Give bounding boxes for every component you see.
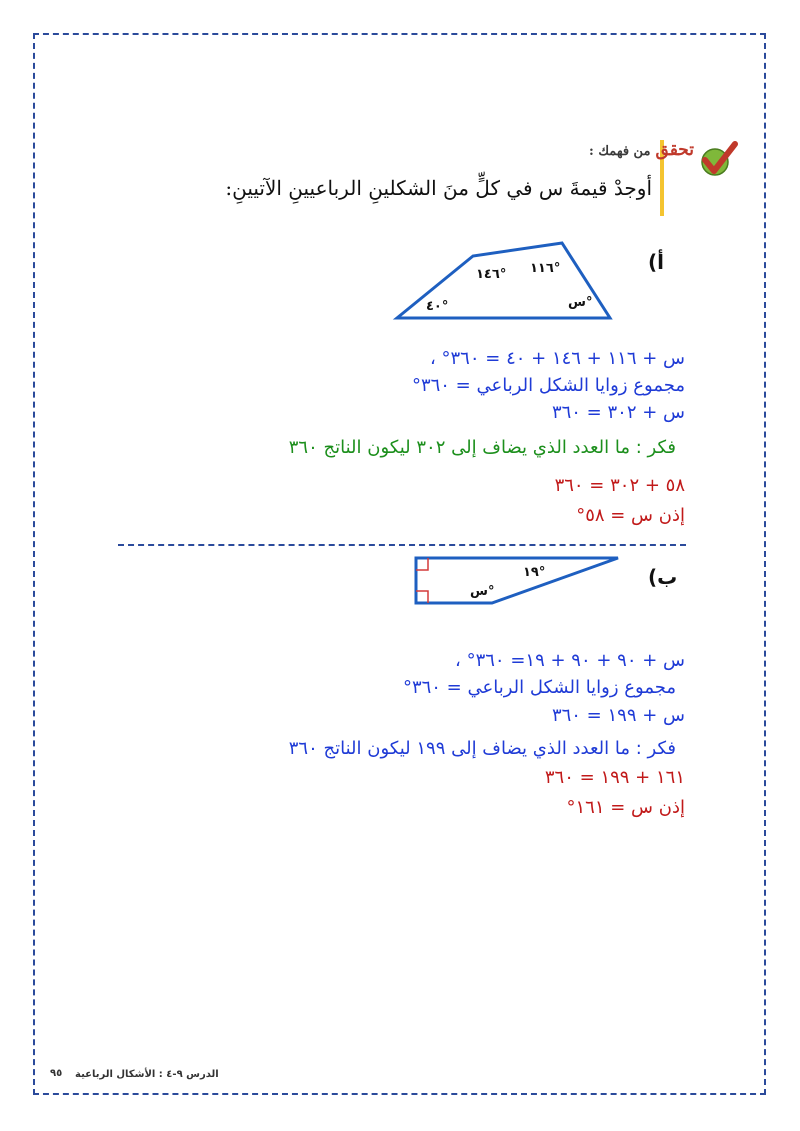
angle-label-top-right: ١١٦° bbox=[530, 261, 561, 276]
part-a-line-2: مجموع زوايا الشكل الرباعي = ٣٦٠° bbox=[411, 375, 685, 396]
part-a-line-1: س + ١١٦ + ١٤٦ + ٤٠ = ٣٦٠° ، bbox=[429, 348, 685, 369]
part-b-label: ب) bbox=[648, 565, 678, 589]
angle-label-bottom-right: س° bbox=[568, 295, 593, 310]
heading-subtitle: من فهمك : bbox=[589, 144, 651, 159]
page-number: ٩٥ bbox=[50, 1068, 63, 1079]
checkmark-icon bbox=[697, 140, 739, 180]
part-b-think-line: فكر : ما العدد الذي يضاف إلى ١٩٩ ليكون الناتج ٣٦٠ bbox=[288, 738, 676, 759]
part-b-line-2: مجموع زوايا الشكل الرباعي = ٣٦٠° bbox=[402, 677, 676, 698]
angle-label-top-left: ١٤٦° bbox=[476, 267, 507, 282]
section-heading bbox=[589, 140, 694, 160]
part-a-think-line: فكر : ما العدد الذي يضاف إلى ٣٠٢ ليكون الناتج ٣٦٠ bbox=[288, 437, 676, 458]
angle-label-b-top: ١٩° bbox=[523, 565, 546, 580]
angle-label-bottom-left: ٤٠° bbox=[426, 299, 449, 314]
quadrilateral-b bbox=[410, 553, 625, 608]
part-a-answer: إذن س = ٥٨° bbox=[576, 505, 685, 526]
part-b-line-3: س + ١٩٩ = ٣٦٠ bbox=[551, 705, 685, 726]
part-a-check-line: ٥٨ + ٣٠٢ = ٣٦٠ bbox=[554, 475, 685, 496]
heading-title: تحقق bbox=[655, 140, 694, 160]
part-b-check-line: ١٦١ + ١٩٩ = ٣٦٠ bbox=[544, 767, 685, 788]
part-a-line-3: س + ٣٠٢ = ٣٦٠ bbox=[551, 402, 685, 423]
part-b-answer: إذن س = ١٦١° bbox=[566, 797, 685, 818]
right-angle-mark-bottom bbox=[416, 591, 428, 603]
section-divider bbox=[118, 544, 686, 546]
part-b-line-1: س + ٩٠ + ٩٠ + ١٩= ٣٦٠° ، bbox=[455, 650, 685, 671]
angle-label-b-bottom: س° bbox=[470, 584, 495, 599]
right-angle-mark-top bbox=[416, 558, 428, 570]
quadrilateral-b-outline bbox=[416, 558, 618, 603]
part-a-label: أ) bbox=[648, 250, 664, 274]
footer-lesson: الدرس ٩-٤ : الأشكال الرباعية bbox=[75, 1069, 219, 1080]
instruction-text: أوجدْ قيمةَ س في كلٍّ منَ الشكلينِ الرباعيينِ الآتيينِ: bbox=[225, 176, 652, 200]
quadrilateral-a bbox=[390, 238, 620, 324]
